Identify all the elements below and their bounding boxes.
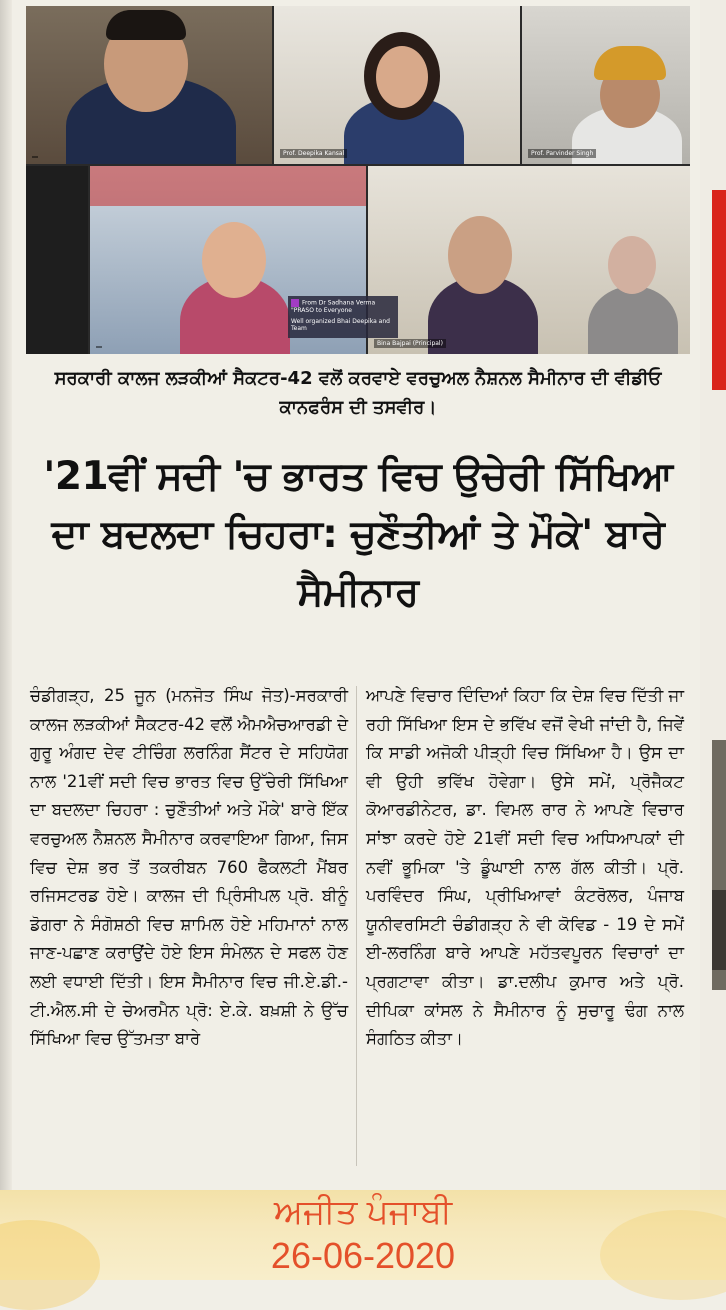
participant-name: Bina Bajpai (Principal) — [374, 339, 446, 348]
participant-name: Prof. Parvinder Singh — [528, 149, 596, 158]
column-divider — [356, 686, 357, 1166]
participant-tile — [26, 6, 272, 164]
publication-date: 26-06-2020 — [270, 1235, 456, 1276]
participant-tile — [368, 166, 690, 354]
newspaper-name: ਅਜੀਤ ਪੰਜਾਬੀ — [273, 1193, 453, 1231]
article-headline: '21ਵੀਂ ਸਦੀ 'ਚ ਭਾਰਤ ਵਿਚ ਉਚੇਰੀ ਸਿੱਖਿਆ ਦਾ ਬਦਲਦਾ ਚਿਹਰਾ: ਚੁਣੌਤੀਆਂ ਤੇ ਮੌਕੇ' ਬਾਰੇ ਸੈਮੀਨਾਰ — [43, 454, 673, 615]
article-column-left: ਚੰਡੀਗੜ੍ਹ, 25 ਜੂਨ (ਮਨਜੋਤ ਸਿੰਘ ਜੋਤ)-ਸਰਕਾਰੀ ਕਾਲਜ ਲੜਕੀਆਂ ਸੈਕਟਰ-42 ਵਲੋਂ ਐਮਐਚਆਰਡੀ ਦੇ ਗੁਰੂ ਅੰਗਦ ਦੇਵ ਟੀਚਿੰਗ ਲਰਨਿੰਗ ਸੈਂਟਰ ਦੇ ਸਹਿਯੋਗ ਨਾਲ '21ਵੀਂ ਸਦੀ ਵਿਚ ਭਾਰਤ ਵਿਚ ਉੱਚੇਰੀ ਸਿੱਖਿਆ ਦਾ ਬਦਲਦਾ ਚਿਹਰਾ : ਚੁਣੌਤੀਆਂ ਅਤੇ ਮੌਕੇ' ਬਾਰੇ ਇੱਕ ਵਰਚੁਅਲ ਨੈਸ਼ਨਲ ਸੈਮੀਨਾਰ ਕਰਵਾਇਆ ਗਿਆ, ਜਿਸ ਵਿਚ ਦੇਸ਼ ਭਰ ਤੋਂ ਤਕਰੀਬਨ 760 ਫੈਕਲਟੀ ਮੈਂਬਰ ਰਜਿਸਟਰਡ ਹੋਏ। ਕਾਲਜ ਦੀ ਪ੍ਰਿੰਸੀਪਲ ਪ੍ਰੋ. ਬੀਨੂੰ ਡੋਗਰਾ ਨੇ ਸੰਗੋਸ਼ਠੀ ਵਿਚ ਸ਼ਾਮਿਲ ਹੋਏ ਮਹਿਮਾਨਾਂ ਨਾਲ ਜਾਣ-ਪਛਾਣ ਕਰਾਉਂਦੇ ਹੋਏ ਇਸ ਸੰਮੇਲਨ ਦੇ ਸਫਲ ਹੋਣ ਲਈ ਵਧਾਈ ਦਿੱਤੀ। ਇਸ ਸੈਮੀਨਾਰ ਵਿਚ ਜੀ.ਏ.ਡੀ.-ਟੀ.ਐਲ.ਸੀ ਦੇ ਚੇਅਰਮੈਨ ਪ੍ਰੋ: ਏ.ਕੇ. ਬਖ਼ਸ਼ੀ ਨੇ ਉੱਚ ਸਿੱਖਿਆ ਵਿਚ ਉੱਤਮਤਾ ਬਾਰੇ — [30, 686, 348, 1049]
page-left-edge — [0, 0, 12, 1190]
chat-sender: From Dr Sadhana Verma "PRASO to Everyone — [291, 299, 376, 314]
adjacent-article-column — [700, 0, 726, 1190]
participant-name — [32, 156, 38, 158]
participant-name — [96, 346, 102, 348]
video-conference-photo — [26, 6, 690, 354]
photo-caption: ਸਰਕਾਰੀ ਕਾਲਜ ਲੜਕੀਆਂ ਸੈਕਟਰ-42 ਵਲੋਂ ਕਰਵਾਏ ਵਰਚੁਅਲ ਨੈਸ਼ਨਲ ਸੈਮੀਨਾਰ ਦੀ ਵੀਡੀਓ ਕਾਨਫਰੰਸ ਦੀ ਤਸਵੀਰ। — [54, 368, 662, 418]
participant-tile — [26, 166, 88, 354]
adjacent-red-banner — [712, 190, 726, 390]
chat-popup — [288, 296, 398, 338]
participant-tile — [522, 6, 690, 164]
participant-name: Prof. Deepika Kansal — [280, 149, 347, 158]
article-column-right: ਆਪਣੇ ਵਿਚਾਰ ਦਿੰਦਿਆਂ ਕਿਹਾ ਕਿ ਦੇਸ਼ ਵਿਚ ਦਿੱਤੀ ਜਾ ਰਹੀ ਸਿੱਖਿਆ ਇਸ ਦੇ ਭਵਿੱਖ ਵਜੋਂ ਵੇਖੀ ਜਾਂਦੀ ਹੈ, ਜਿਵੇਂ ਕਿ ਸਾਡੀ ਅਜੋਕੀ ਪੀੜ੍ਹੀ ਵਿਚ ਸਿੱਖਿਆ ਹੈ। ਉਸ ਦਾ ਵੀ ਉਹੀ ਭਵਿੱਖ ਹੋਵੇਗਾ। ਉਸੇ ਸਮੇਂ, ਪ੍ਰੋਜੈਕਟ ਕੋਆਰਡੀਨੇਟਰ, ਡਾ. ਵਿਮਲ ਰਾਰ ਨੇ ਆਪਣੇ ਵਿਚਾਰ ਸਾਂਝਾ ਕਰਦੇ ਹੋਏ 21ਵੀਂ ਸਦੀ ਵਿਚ ਅਧਿਆਪਕਾਂ ਦੀ ਨਵੀਂ ਭੂਮਿਕਾ 'ਤੇ ਡੂੰਘਾਈ ਨਾਲ ਗੱਲ ਕੀਤੀ। ਪ੍ਰੋ. ਪਰਵਿੰਦਰ ਸਿੰਘ, ਪ੍ਰੀਖਿਆਵਾਂ ਕੰਟਰੋਲਰ, ਪੰਜਾਬ ਯੂਨੀਵਰਸਿਟੀ ਚੰਡੀਗੜ੍ਹ ਨੇ ਵੀ ਕੋਵਿਡ - 19 ਦੇ ਸਮੇਂ ਈ-ਲਰਨਿੰਗ ਬਾਰੇ ਆਪਣੇ ਮਹੱਤਵਪੂਰਨ ਵਿਚਾਰਾਂ ਦਾ ਪ੍ਰਗਟਾਵਾ ਕੀਤਾ। ਡਾ.ਦਲੀਪ ਕੁਮਾਰ ਅਤੇ ਪ੍ਰੋ. ਦੀਪਿਕਾ ਕਾਂਸਲ ਨੇ ਸੈਮੀਨਾਰ ਨੂੰ ਸੁਚਾਰੂ ਢੰਗ ਨਾਲ ਸੰਗਠਿਤ ਕੀਤਾ। — [366, 686, 684, 1049]
participant-tile — [274, 6, 520, 164]
chat-avatar-icon — [291, 299, 299, 307]
adjacent-photo-dark — [712, 890, 726, 970]
chat-message: Well organized Bhai Deepika and Team — [291, 318, 390, 332]
